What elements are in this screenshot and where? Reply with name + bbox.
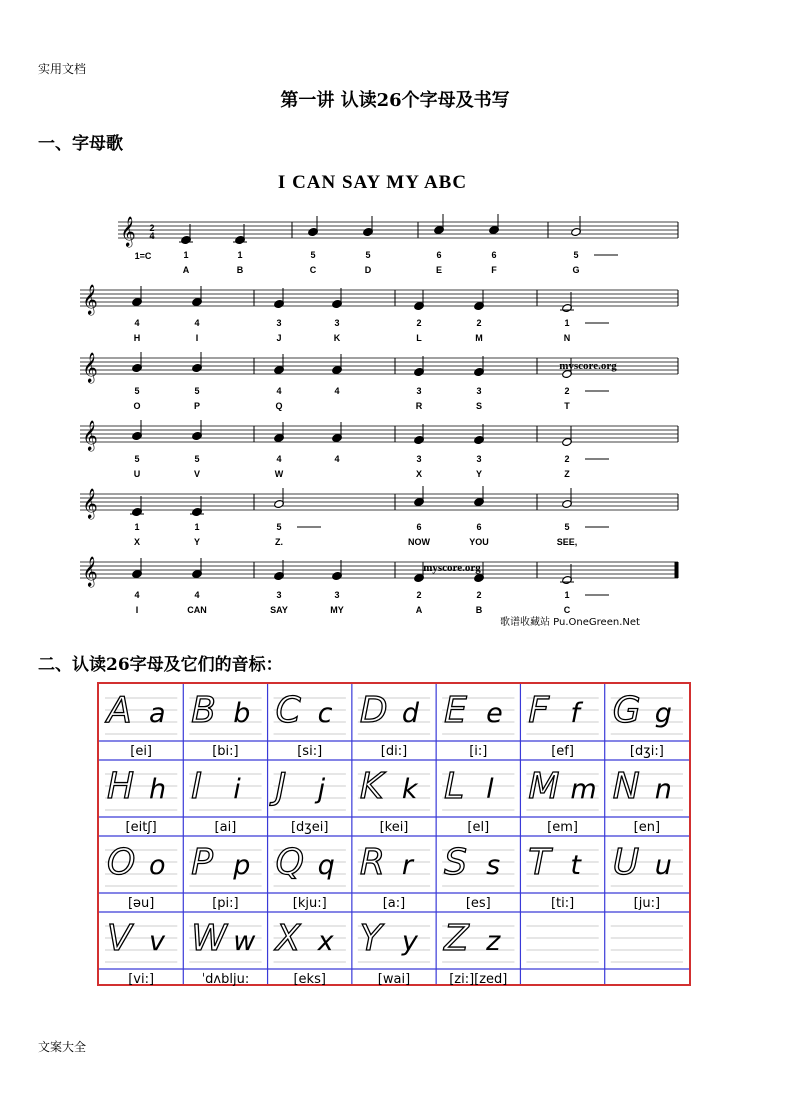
lyric-syllable: Y: [193, 537, 201, 547]
letter-lowercase: t: [570, 850, 582, 881]
jianpu-number: 2: [416, 318, 422, 328]
lyric-syllable: SEE,: [556, 537, 578, 547]
lyric-syllable: CAN: [187, 605, 207, 615]
lyric-syllable: SAY: [270, 605, 288, 615]
jianpu-number: 2: [476, 318, 482, 328]
jianpu-number: 3: [334, 590, 340, 600]
phonetic-symbol: [pi:]: [212, 896, 239, 911]
section-heading-song: 一、字母歌: [38, 134, 123, 154]
lyric-syllable: Y: [475, 469, 483, 479]
jianpu-number: 2: [416, 590, 422, 600]
phonetic-symbol: [es]: [465, 896, 491, 911]
treble-clef-icon: 𝄞: [82, 421, 98, 451]
lyric-syllable: S: [475, 401, 483, 411]
watermark-text: myscore.org: [559, 360, 617, 372]
lyric-syllable: NOW: [408, 537, 430, 547]
lyric-syllable: A: [182, 265, 190, 275]
jianpu-number: 1: [564, 318, 570, 328]
jianpu-number: 1: [194, 522, 200, 532]
letter-uppercase: G: [612, 690, 641, 731]
letter-uppercase: S: [444, 842, 467, 883]
letter-lowercase: n: [654, 774, 672, 805]
lyric-syllable: X: [133, 537, 141, 547]
letter-uppercase: O: [107, 842, 136, 883]
phonetic-symbol: [ef]: [551, 744, 574, 759]
time-signature-top: 2: [149, 223, 155, 233]
letter-lowercase: l: [486, 774, 494, 805]
letter-lowercase: a: [149, 698, 166, 729]
letter-uppercase: T: [528, 842, 551, 883]
jianpu-number: 4: [194, 590, 200, 600]
jianpu-number: 5: [194, 454, 200, 464]
phonetic-symbol: [el]: [467, 820, 490, 835]
phonetic-symbol: [kju:]: [292, 896, 327, 911]
phonetic-symbol: [i:]: [469, 744, 488, 759]
jianpu-number: 6: [416, 522, 422, 532]
jianpu-number: 1: [183, 250, 189, 260]
phonetic-symbol: [dʒi:]: [629, 744, 664, 759]
letter-lowercase: g: [654, 698, 672, 729]
jianpu-number: 4: [334, 454, 340, 464]
letter-uppercase: H: [107, 766, 135, 807]
treble-clef-icon: 𝄞: [82, 285, 98, 315]
lyric-syllable: K: [333, 333, 341, 343]
lyric-syllable: Q: [275, 401, 283, 411]
letter-uppercase: Z: [444, 918, 469, 959]
lyric-syllable: G: [572, 265, 580, 275]
jianpu-number: 3: [416, 386, 422, 396]
document-header: 实用文档: [38, 62, 87, 76]
letter-lowercase: p: [233, 850, 251, 881]
lyric-syllable: C: [309, 265, 317, 275]
letter-lowercase: k: [401, 774, 418, 805]
lyric-syllable: W: [274, 469, 284, 479]
letter-uppercase: P: [191, 842, 213, 883]
letter-lowercase: o: [149, 850, 166, 881]
time-signature-bottom: 4: [149, 231, 155, 241]
lyric-syllable: E: [435, 265, 443, 275]
lyric-syllable: B: [236, 265, 244, 275]
letter-lowercase: c: [317, 698, 333, 729]
treble-clef-icon: 𝄞: [82, 353, 98, 383]
letter-lowercase: s: [486, 850, 501, 881]
lyric-syllable: D: [364, 265, 372, 275]
lyric-syllable: Z: [564, 469, 570, 479]
jianpu-number: 3: [416, 454, 422, 464]
phonetic-symbol: [ai]: [214, 820, 237, 835]
phonetic-symbol: [vi:]: [128, 972, 155, 987]
lyric-syllable: V: [193, 469, 201, 479]
letter-uppercase: E: [444, 690, 467, 731]
phonetic-symbol: [ti:]: [550, 896, 575, 911]
jianpu-number: 6: [491, 250, 497, 260]
key-signature-label: 1=C: [134, 251, 152, 261]
phonetic-symbol: [di:]: [380, 744, 408, 759]
jianpu-number: 2: [564, 454, 570, 464]
lyric-syllable: F: [491, 265, 497, 275]
letter-uppercase: I: [191, 766, 202, 807]
phonetic-symbol: [en]: [633, 820, 661, 835]
jianpu-number: 1: [134, 522, 140, 532]
jianpu-number: 1: [237, 250, 243, 260]
jianpu-number: 3: [276, 318, 282, 328]
score-source-credit: 歌谱收藏站 Pu.OneGreen.Net: [500, 617, 640, 628]
phonetic-symbol: [dʒei]: [290, 820, 329, 835]
lyric-syllable: O: [133, 401, 141, 411]
lyric-syllable: L: [416, 333, 422, 343]
lyric-syllable: C: [563, 605, 571, 615]
phonetic-symbol: ˈdʌblju:: [201, 972, 250, 987]
letter-uppercase: J: [275, 766, 287, 807]
jianpu-number: 4: [334, 386, 340, 396]
treble-clef-icon: 𝄞: [82, 557, 98, 587]
document-footer: 文案大全: [38, 1040, 87, 1054]
letter-lowercase: x: [317, 926, 334, 957]
phonetic-symbol: [si:]: [297, 744, 323, 759]
letter-lowercase: r: [401, 850, 413, 881]
letter-uppercase: M: [528, 766, 560, 807]
lyric-syllable: J: [276, 333, 282, 343]
letter-lowercase: h: [149, 774, 167, 805]
letter-lowercase: d: [401, 698, 419, 729]
lyric-syllable: T: [564, 401, 570, 411]
jianpu-number: 5: [276, 522, 282, 532]
lyric-syllable: U: [133, 469, 141, 479]
lyric-syllable: I: [195, 333, 199, 343]
lyric-syllable: N: [563, 333, 571, 343]
jianpu-number: 3: [476, 386, 482, 396]
letter-lowercase: q: [317, 850, 335, 881]
jianpu-number: 5: [573, 250, 579, 260]
phonetic-symbol: [bi:]: [212, 744, 239, 759]
letter-lowercase: b: [233, 698, 251, 729]
jianpu-number: 2: [476, 590, 482, 600]
letter-lowercase: i: [233, 774, 241, 805]
jianpu-number: 4: [194, 318, 200, 328]
lyric-syllable: B: [475, 605, 483, 615]
jianpu-number: 5: [365, 250, 371, 260]
phonetic-symbol: [əu]: [127, 896, 155, 911]
jianpu-number: 3: [476, 454, 482, 464]
jianpu-number: 3: [276, 590, 282, 600]
jianpu-number: 5: [310, 250, 316, 260]
letter-lowercase: m: [570, 774, 597, 805]
letter-lowercase: v: [149, 926, 165, 957]
letter-lowercase: z: [486, 926, 501, 957]
jianpu-number: 5: [134, 454, 140, 464]
letter-uppercase: W: [191, 918, 227, 959]
letter-uppercase: U: [612, 842, 640, 883]
lyric-syllable: I: [135, 605, 139, 615]
lyric-syllable: P: [193, 401, 201, 411]
letter-uppercase: Y: [359, 918, 382, 959]
page-title: 第一讲 认读26个字母及书写: [280, 90, 510, 111]
letter-lowercase: j: [317, 774, 326, 805]
letter-uppercase: K: [359, 766, 384, 807]
lyric-syllable: X: [415, 469, 423, 479]
jianpu-number: 5: [134, 386, 140, 396]
alphabet-table: [97, 682, 691, 986]
lyric-syllable: Z.: [275, 537, 283, 547]
letter-lowercase: u: [654, 850, 672, 881]
section-heading-alphabet: 二、认读26字母及它们的音标：: [38, 655, 283, 675]
jianpu-number: 4: [134, 590, 140, 600]
treble-clef-icon: 𝄞: [120, 217, 136, 247]
jianpu-number: 6: [436, 250, 442, 260]
letter-lowercase: f: [570, 698, 580, 729]
phonetic-symbol: [ei]: [130, 744, 153, 759]
letter-uppercase: F: [528, 690, 550, 731]
lyric-syllable: A: [415, 605, 423, 615]
phonetic-symbol: [em]: [547, 820, 578, 835]
phonetic-symbol: [kei]: [379, 820, 409, 835]
lyric-syllable: MY: [330, 605, 344, 615]
phonetic-symbol: [a:]: [382, 896, 406, 911]
jianpu-number: 4: [276, 386, 282, 396]
letter-lowercase: e: [486, 698, 503, 729]
phonetic-symbol: [wai]: [377, 972, 411, 987]
letter-uppercase: B: [191, 690, 216, 731]
letter-uppercase: C: [275, 690, 301, 731]
letter-uppercase: N: [612, 766, 640, 807]
song-title: I CAN SAY MY ABC: [277, 172, 468, 193]
lyric-syllable: YOU: [469, 537, 489, 547]
jianpu-number: 3: [334, 318, 340, 328]
treble-clef-icon: 𝄞: [82, 489, 98, 519]
letter-uppercase: X: [275, 918, 301, 959]
jianpu-number: 5: [564, 522, 570, 532]
jianpu-number: 2: [564, 386, 570, 396]
letter-uppercase: Q: [275, 842, 304, 883]
phonetic-symbol: [eitʃ]: [125, 820, 157, 835]
letter-uppercase: V: [107, 918, 132, 959]
jianpu-number: 5: [194, 386, 200, 396]
phonetic-symbol: [ju:]: [633, 896, 661, 911]
phonetic-symbol: [eks]: [293, 972, 326, 987]
jianpu-number: 6: [476, 522, 482, 532]
jianpu-number: 1: [564, 590, 570, 600]
letter-lowercase: w: [233, 926, 256, 957]
lyric-syllable: M: [475, 333, 483, 343]
jianpu-number: 4: [134, 318, 140, 328]
letter-uppercase: L: [444, 766, 465, 807]
letter-uppercase: R: [359, 842, 385, 883]
lyric-syllable: H: [133, 333, 141, 343]
letter-lowercase: y: [401, 926, 418, 957]
letter-uppercase: D: [359, 690, 388, 731]
phonetic-symbol: [zi:][zed]: [449, 972, 508, 987]
watermark-text: myscore.org: [423, 562, 481, 574]
jianpu-number: 4: [276, 454, 282, 464]
letter-uppercase: A: [107, 690, 132, 731]
lyric-syllable: R: [415, 401, 423, 411]
